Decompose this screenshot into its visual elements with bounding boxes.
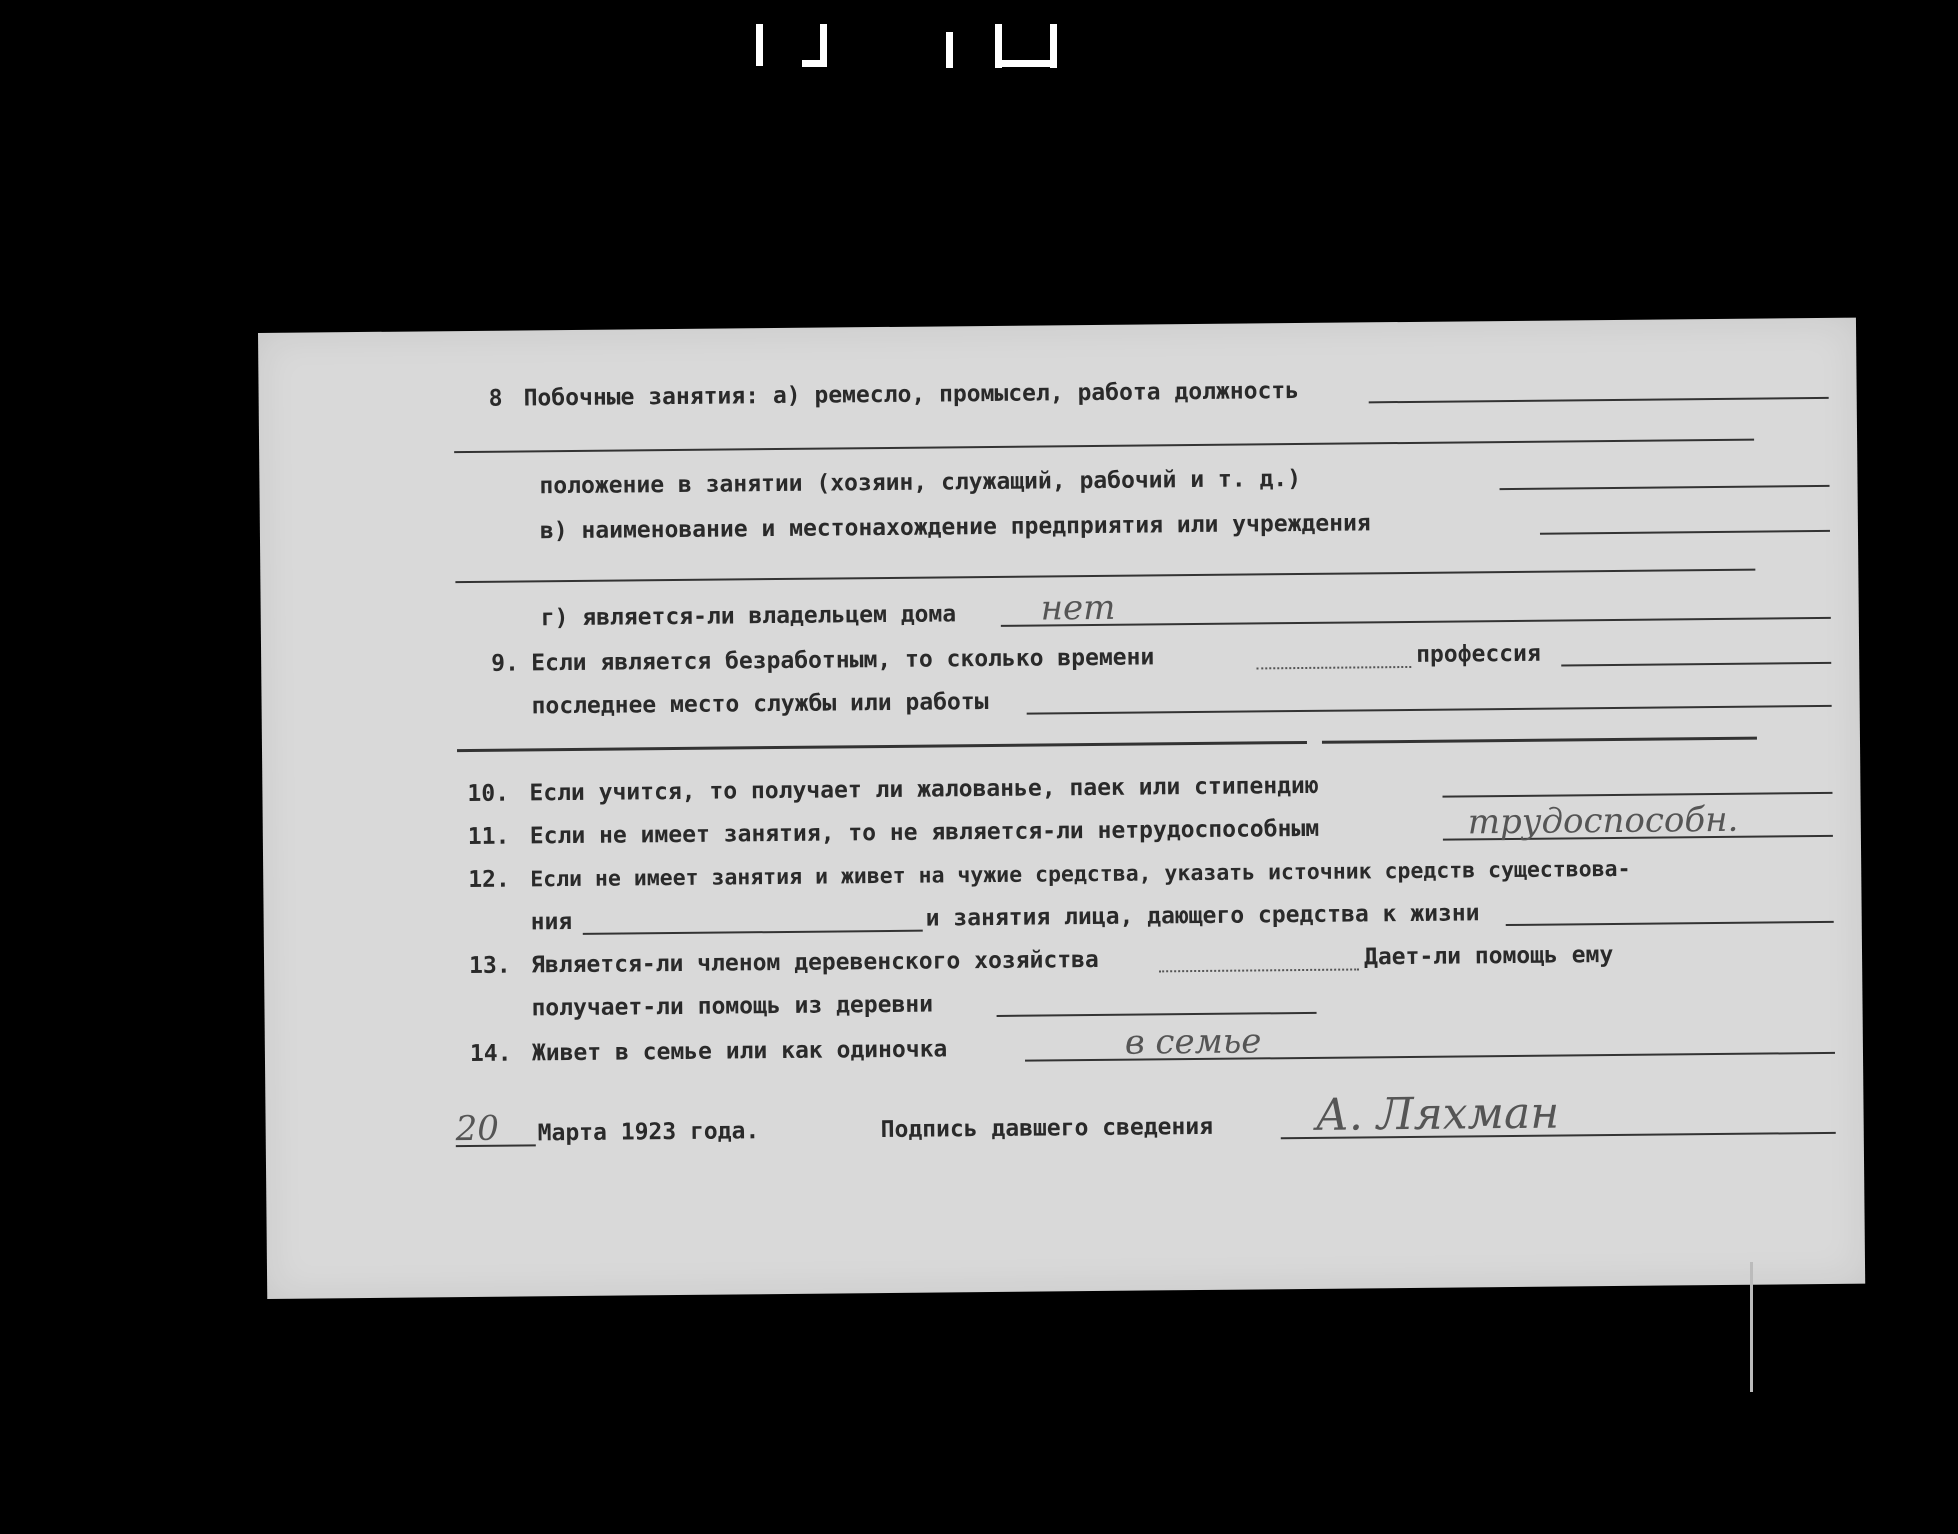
q9-prof-line [1561, 662, 1831, 667]
q9-time-line [1256, 666, 1411, 669]
q12-cont-label: ния [530, 909, 573, 936]
q8g-answer-line [1001, 617, 1831, 627]
q8-row-v [540, 506, 1830, 548]
q10-answer-line [1442, 792, 1832, 798]
q12-source-line [583, 930, 923, 935]
q8v-label: в) наименование и местонахождение предприятия или учреждения [539, 510, 1371, 545]
q10-number: 10. [467, 780, 510, 808]
q9-row-last [531, 681, 1831, 723]
q9-last-label: последнее место службы или работы [531, 689, 989, 720]
q9-row [491, 638, 1831, 681]
q8-number: 8 [488, 385, 503, 412]
q8-row-b [539, 461, 1829, 503]
q13-member-line [1159, 968, 1359, 972]
q11-number: 11. [467, 823, 510, 851]
q13-row [469, 940, 1834, 983]
q11-answer: трудоспособн. [1467, 799, 1739, 843]
card-edge-mark [1750, 1262, 1753, 1392]
q9-label: Если является безработным, то сколько времени [531, 644, 1155, 677]
q8g-label: г) является-ли владельцем дома [540, 601, 957, 632]
q8a-answer-line [1369, 397, 1829, 403]
q14-answer: в семье [1124, 1021, 1262, 1063]
q11-row [467, 799, 1833, 854]
q8a-label: Побочные занятия: а) ремесло, промысел, работа должность [523, 378, 1300, 412]
q10-label: Если учится, то получает ли жалованье, паек или стипендию [529, 772, 1319, 807]
q12-number: 12. [468, 866, 510, 894]
q13-help-line [997, 1012, 1317, 1017]
q9-extra-line-right [1322, 737, 1757, 744]
q8g-answer: нет [1040, 587, 1116, 629]
q8b-label: положение в занятии (хозяин, служащий, рабочий и т. д.) [539, 465, 1302, 500]
q13-cont-label: получает-ли помощь из деревни [531, 991, 934, 1022]
footer-signature-label: Подпись давшего сведения [880, 1113, 1214, 1144]
q8-row-g [540, 587, 1831, 635]
top-edge-marks [740, 14, 1070, 64]
q9-prof-label: профессия [1416, 640, 1541, 668]
q9-last-line [1027, 705, 1832, 715]
q13-row-cont [531, 983, 1834, 1026]
footer-row [455, 1087, 1835, 1151]
q8-row-a [489, 373, 1829, 416]
census-form-card [258, 318, 1865, 1299]
q12-person-line [1506, 921, 1834, 926]
footer-signature: А. Ляхман [1315, 1087, 1560, 1141]
q13-label: Является-ли членом деревенского хозяйства [530, 946, 1099, 979]
q12-row [468, 854, 1833, 897]
q14-row [469, 1021, 1835, 1071]
footer-day: 20 [455, 1108, 500, 1150]
footer-date-text: Марта 1923 года. [537, 1118, 760, 1147]
q12-cont2-label: и занятия лица, дающего средства к жизни [925, 900, 1480, 932]
footer-day-line [456, 1144, 536, 1147]
q8b-answer-line [1500, 485, 1830, 490]
q13-number: 13. [468, 952, 511, 980]
q9-extra-line-left [457, 741, 1307, 752]
q8a-second-line [454, 439, 1754, 453]
q8v-answer-line [1540, 530, 1830, 535]
q8v-second-line [455, 569, 1755, 583]
q12-row-cont [531, 897, 1834, 940]
q9-number: 9. [491, 650, 520, 677]
q12-label: Если не имеет занятия и живет на чужие средства, указать источник средств существова- [530, 856, 1631, 893]
q11-label: Если не имеет занятия, то не является-ли нетрудоспособным [529, 815, 1320, 850]
q14-number: 14. [469, 1040, 512, 1067]
q13-help-label: Дает-ли помощь ему [1363, 942, 1614, 971]
q14-label: Живет в семье или как одиночка [531, 1036, 948, 1067]
